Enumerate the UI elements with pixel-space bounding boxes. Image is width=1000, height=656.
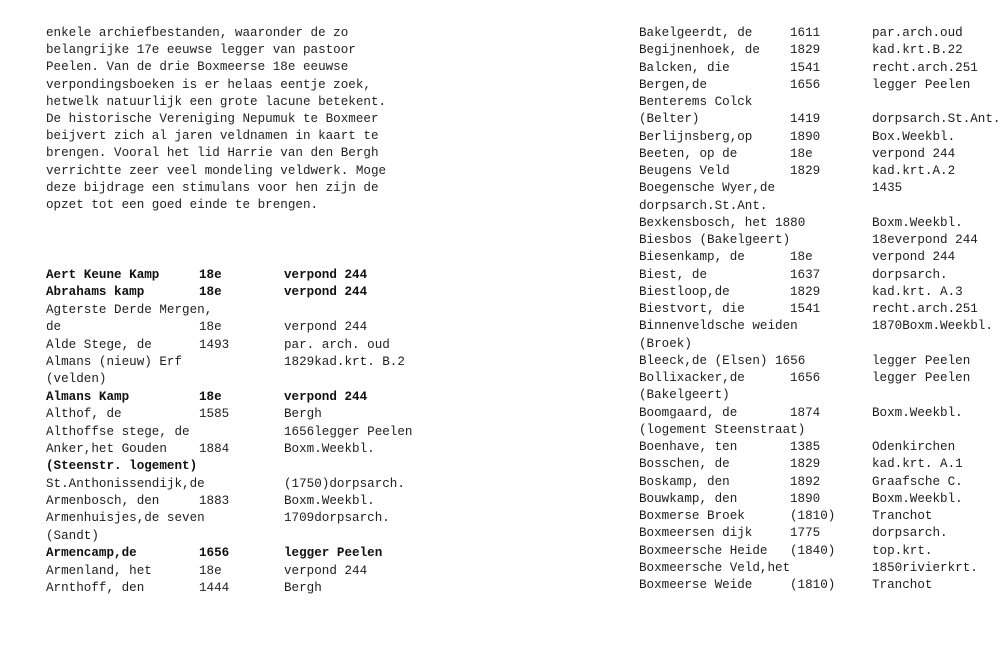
intro-line: verrichtte zeer veel mondeling veldwerk. Moge: [46, 163, 387, 178]
entry-source: Box.Weekbl.: [872, 129, 956, 144]
entry-fieldname: Biest, de: [639, 267, 708, 282]
entry-fieldname: Arnthoff, den: [46, 581, 145, 596]
entry-year: (1840): [790, 543, 836, 558]
entry-source: 1656legger Peelen: [284, 424, 413, 439]
entry-fieldname: St.Anthonissendijk,de: [46, 476, 205, 491]
entry-source: 1435: [872, 181, 903, 196]
entry-year: 1637: [790, 267, 821, 282]
entry-fieldname: (Broek): [639, 336, 692, 351]
entry-year: 1829: [790, 284, 821, 299]
entry-year: 1829: [790, 164, 821, 178]
entry-source: 1709dorpsarch.: [284, 511, 390, 526]
entry-fieldname: Beeten, op de: [639, 146, 738, 161]
intro-line: enkele archiefbestanden, waaronder de zo: [46, 26, 349, 40]
entry-source: verpond 244: [284, 268, 368, 282]
entry-year: 18e: [199, 320, 222, 335]
entry-fieldname: Boenhave, ten: [639, 440, 738, 454]
entry-source: dorpsarch.St.Ant.: [872, 112, 1000, 127]
entry-fieldname: Boskamp, den: [639, 474, 730, 489]
entry-source: Boxm.Weekbl.: [872, 491, 963, 506]
entry-source: verpond 244: [872, 146, 956, 161]
entry-year: 1585: [199, 407, 230, 422]
entry-year: 18e: [199, 563, 222, 578]
entry-source: 1870Boxm.Weekbl.: [872, 319, 993, 334]
entry-year: 1385: [790, 440, 821, 454]
entry-year: 1656: [790, 77, 821, 92]
entry-fieldname: (logement Steenstraat): [639, 422, 806, 437]
entry-fieldname: Boxmeersche Heide: [639, 543, 768, 558]
entry-fieldname: Armenland, het: [46, 563, 152, 578]
entry-source: Tranchot: [872, 509, 933, 523]
entry-year: 1874: [790, 405, 821, 420]
entry-year: 1884: [199, 441, 230, 456]
intro-paragraph: [46, 25, 446, 214]
entry-year: 1890: [790, 129, 821, 144]
intro-line: hetwelk natuurlijk een grote lacune betekent.: [46, 94, 387, 109]
entry-year: 18e: [199, 268, 222, 282]
entry-fieldname: Aert Keune Kamp: [46, 268, 160, 282]
entry-source: Boxm.Weekbl.: [872, 215, 963, 230]
entry-fieldname: Boomgaard, de: [639, 405, 738, 420]
intro-line: opzet tot een goed einde te brengen.: [46, 198, 319, 213]
entry-fieldname: Berlijnsberg,op: [639, 129, 753, 144]
entry-source: Tranchot: [872, 578, 933, 592]
entry-fieldname: de: [46, 320, 62, 335]
entry-year: 18e: [790, 250, 813, 265]
entry-fieldname: Almans (nieuw) Erf: [46, 354, 183, 369]
entry-fieldname: Boxmeerse Weide: [639, 578, 753, 592]
intro-line: Peelen. Van de drie Boxmeerse 18e eeuwse: [46, 60, 349, 75]
entry-source: kad.krt. A.1: [872, 457, 963, 472]
entry-source: legger Peelen: [284, 546, 383, 561]
entry-source: recht.arch.251: [872, 60, 978, 75]
entry-fieldname: (Belter): [639, 112, 700, 127]
entry-fieldname: Almans Kamp: [46, 389, 130, 404]
entry-fieldname: Biesenkamp, de: [639, 250, 745, 265]
entry-source: verpond 244: [284, 389, 368, 404]
entry-fieldname: Biesbos (Bakelgeert): [639, 233, 791, 247]
entry-fieldname: Anker,het Gouden: [46, 441, 167, 456]
entry-fieldname: Abrahams kamp: [46, 285, 145, 300]
entry-fieldname: (Sandt): [46, 528, 99, 543]
entry-year: 18e: [199, 285, 222, 300]
entry-fieldname: Bergen,de: [639, 77, 708, 92]
entry-source: kad.krt.B.22: [872, 43, 963, 58]
entry-fieldname: Boxmeersche Veld,het: [639, 560, 791, 575]
entry-fieldname: Armenbosch, den: [46, 494, 160, 509]
entry-fieldname: Bexkensbosch, het 1880: [639, 215, 806, 230]
entry-source: verpond 244: [872, 250, 956, 265]
entry-source: verpond 244: [284, 285, 368, 300]
entry-source: par. arch. oud: [284, 337, 390, 352]
entry-fieldname: Binnenveldsche weiden: [639, 319, 798, 334]
entry-source: dorpsarch.: [872, 267, 948, 282]
entry-year: 18e: [199, 389, 222, 404]
entry-source: 1850rivierkrt.: [872, 560, 978, 575]
entry-year: 1656: [199, 546, 230, 561]
entry-year: 1419: [790, 112, 821, 127]
entry-year: 1493: [199, 337, 230, 352]
entry-fieldname: Alde Stege, de: [46, 337, 152, 352]
entry-source: kad.krt. A.3: [872, 284, 963, 299]
entry-fieldname: (Bakelgeert): [639, 388, 730, 403]
entry-source: verpond 244: [284, 563, 368, 578]
entry-source: Odenkirchen: [872, 440, 956, 454]
entry-source: legger Peelen: [872, 77, 971, 92]
entry-fieldname: Boxmeersen dijk: [639, 526, 753, 541]
entry-fieldname: Althof, de: [46, 407, 122, 422]
intro-line: brengen. Vooral het lid Harrie van den Bergh: [46, 146, 379, 161]
entry-fieldname: Agterste Derde Mergen,: [46, 302, 213, 317]
entry-source: verpond 244: [284, 320, 368, 335]
entry-source: Boxm.Weekbl.: [284, 494, 375, 509]
entry-year: 1829: [790, 457, 821, 472]
entry-fieldname: (velden): [46, 372, 107, 387]
entry-fieldname: Bakelgeerdt, de: [639, 26, 753, 40]
right-page: [500, 0, 1000, 656]
entry-year: (1810): [790, 578, 836, 592]
entry-fieldname: Armenhuisjes,de seven: [46, 511, 205, 526]
entry-source: legger Peelen: [872, 371, 971, 385]
entry-source: 1829kad.krt. B.2: [284, 354, 405, 369]
entry-fieldname: Boxmerse Broek: [639, 509, 745, 523]
entry-year: 1611: [790, 26, 821, 40]
entry-year: 1656: [790, 371, 821, 385]
entry-year: 1883: [199, 494, 230, 509]
entry-fieldname: Armencamp,de: [46, 546, 137, 561]
entry-fieldname: dorpsarch.St.Ant.: [639, 198, 768, 213]
intro-line: beijvert zich al jaren veldnamen in kaart te: [46, 129, 379, 144]
intro-line: deze bijdrage een stimulans voor hen zijn de: [46, 180, 379, 195]
entry-fieldname: Bosschen, de: [639, 457, 730, 472]
entry-source: (1750)dorpsarch.: [284, 476, 405, 491]
entry-source: dorpsarch.: [872, 526, 948, 541]
entry-fieldname: Boegensche Wyer,de: [639, 181, 776, 196]
entry-year: 1775: [790, 526, 821, 541]
entry-fieldname: Benterems Colck: [639, 95, 753, 109]
entry-source: Graafsche C.: [872, 474, 963, 489]
entry-source: recht.arch.251: [872, 302, 978, 316]
entry-source: top.krt.: [872, 543, 933, 558]
entry-fieldname: Beugens Veld: [639, 164, 730, 178]
entry-fieldname: Bleeck,de (Elsen) 1656: [639, 353, 806, 368]
entry-fieldname: Althoffse stege, de: [46, 424, 190, 439]
entry-source: par.arch.oud: [872, 26, 963, 40]
entry-year: (1810): [790, 509, 836, 523]
entry-source: kad.krt.A.2: [872, 164, 956, 178]
entry-fieldname: Begijnenhoek, de: [639, 43, 760, 58]
intro-line: verpondingsboeken is er helaas eentje zoek,: [46, 77, 371, 92]
intro-line: belangrijke 17e eeuwse legger van pastoor: [46, 43, 356, 58]
entry-year: 1829: [790, 43, 821, 58]
entry-year: 1541: [790, 60, 821, 75]
entry-source: 18everpond 244: [872, 233, 978, 247]
intro-line: De historische Vereniging Nepumuk te Boxmeer: [46, 112, 379, 127]
entry-source: Bergh: [284, 581, 322, 596]
entry-fieldname: Bouwkamp, den: [639, 491, 738, 506]
entry-year: 1541: [790, 302, 821, 316]
entry-source: legger Peelen: [872, 353, 971, 368]
entry-fieldname: Balcken, die: [639, 60, 730, 75]
entry-fieldname: Bollixacker,de: [639, 371, 745, 385]
entry-source: Bergh: [284, 407, 322, 422]
entry-year: 1890: [790, 491, 821, 506]
entry-fieldname: Biestvort, die: [639, 302, 745, 316]
entry-year: 1444: [199, 581, 230, 596]
entry-year: 18e: [790, 146, 813, 161]
entry-source: Boxm.Weekbl.: [284, 441, 375, 456]
entry-source: Boxm.Weekbl.: [872, 405, 963, 420]
entry-fieldname: (Steenstr. logement): [46, 459, 198, 474]
entry-year: 1892: [790, 474, 821, 489]
entry-fieldname: Biestloop,de: [639, 284, 730, 299]
